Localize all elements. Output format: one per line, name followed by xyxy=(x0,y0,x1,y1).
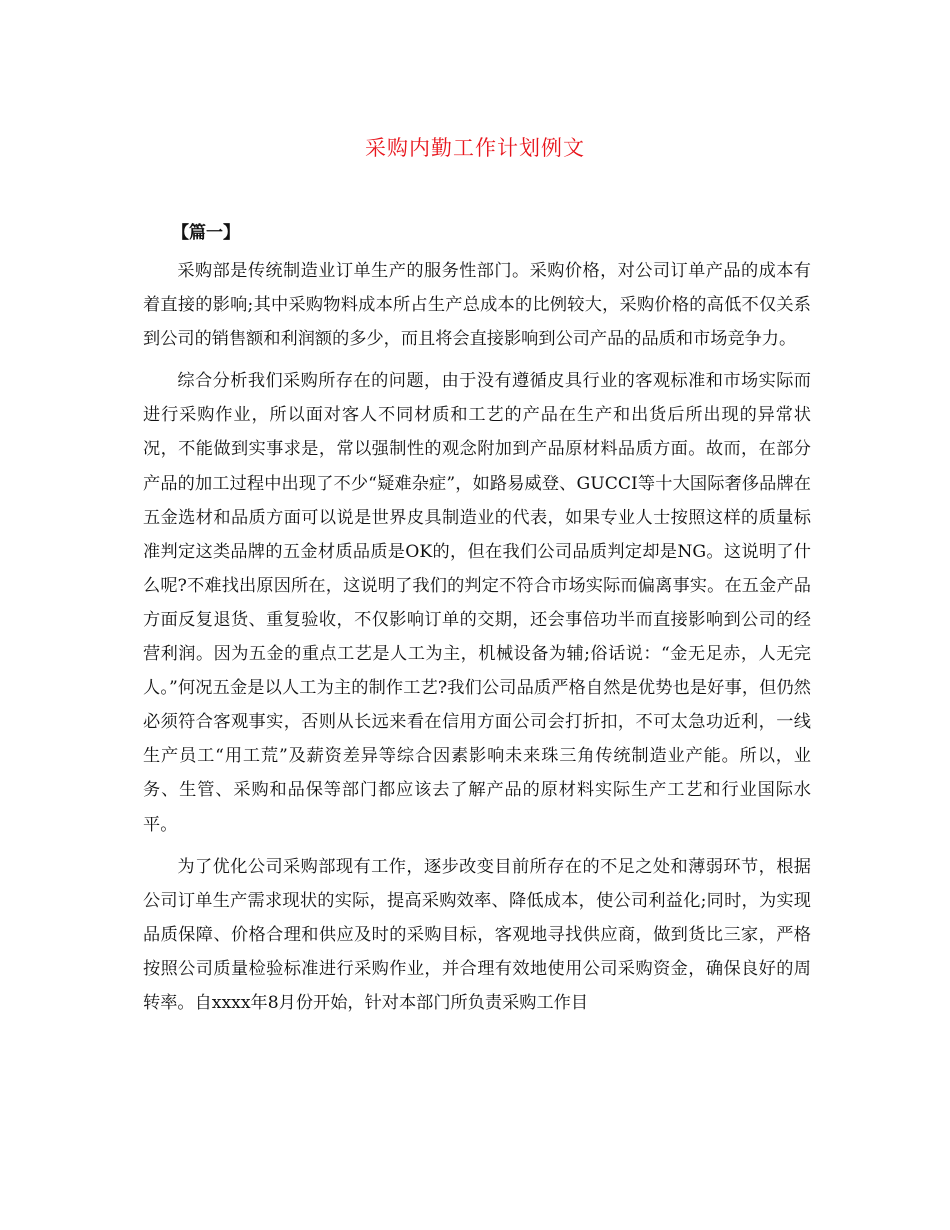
paragraph: 综合分析我们采购所存在的问题，由于没有遵循皮具行业的客观标准和市场实际而进行采购作业，所以面对客人不同材质和工艺的产品在生产和出货后所出现的异常状况，不能做到实事求是，常以强制性的观念附加到产品原材料品质方面。故而，在部分产品的加工过程中出现了不少“疑难杂症”，如路易威登、GUCCI等十大国际奢侈品牌在五金选材和品质方面可以说是世界皮具制造业的代表，如果专业人士按照这样的质量标准判定这类品牌的五金材质品质是OK的，但在我们公司品质判定却是NG。这说明了什么呢?不难找出原因所在，这说明了我们的判定不符合市场实际而偏离事实。在五金产品方面反复退货、重复验收，不仅影响订单的交期，还会事倍功半而直接影响到公司的经营利润。因为五金的重点工艺是人工为主，机械设备为辅;俗话说：“金无足赤，人无完人。”何况五金是以人工为主的制作工艺?我们公司品质严格自然是优势也是好事，但仍然必须符合客观事实，否则从长远来看在信用方面公司会打折扣，不可太急功近利，一线生产员工“用工荒”及薪资差异等综合因素影响未来珠三角传统制造业产能。所以，业务、生管、采购和品保等部门都应该去了解产品的原材料实际生产工艺和行业国际水平。 xyxy=(143,371,811,835)
section-label: 【篇一】 xyxy=(172,223,240,243)
document-title: 采购内勤工作计划例文 xyxy=(365,136,585,160)
document-body xyxy=(143,254,811,1028)
paragraph: 为了优化公司采购部现有工作，逐步改变目前所存在的不足之处和薄弱环节，根据公司订单生产需求现状的实际，提高采购效率、降低成本，使公司利益化;同时，为实现品质保障、价格合理和供应及时的采购目标，客观地寻找供应商，做到货比三家，严格按照公司质量检验标准进行采购作业，并合理有效地使用公司采购资金，确保良好的周转率。自xxxx年8月份开始，针对本部门所负责采购工作目 xyxy=(143,856,811,1013)
paragraph: 采购部是传统制造业订单生产的服务性部门。采购价格，对公司订单产品的成本有着直接的影响;其中采购物料成本所占生产总成本的比例较大，采购价格的高低不仅关系到公司的销售额和利润额的多少，而且将会直接影响到公司产品的品质和市场竞争力。 xyxy=(143,261,811,350)
